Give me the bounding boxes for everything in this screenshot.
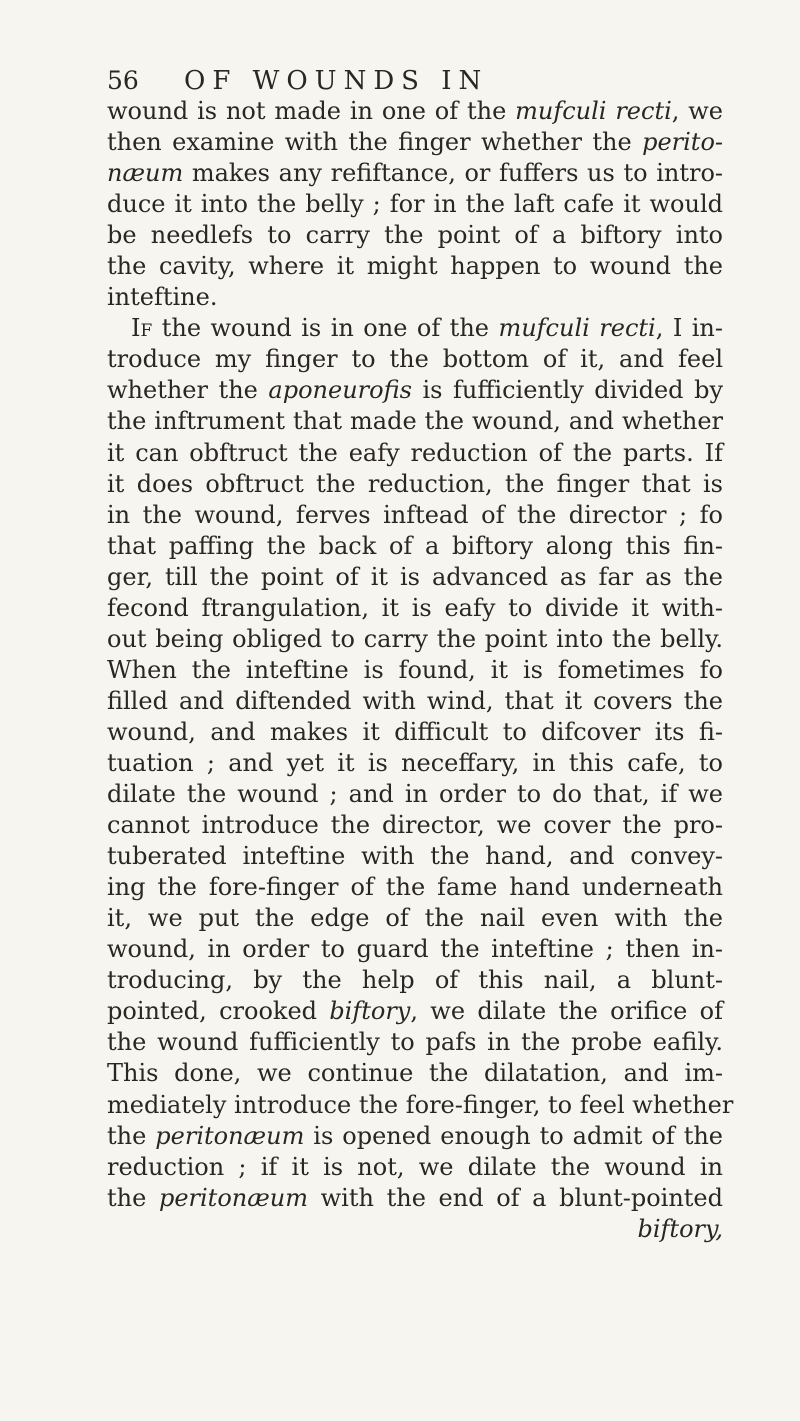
- text-line: whether the aponeurofis is fufficiently divided by: [107, 376, 724, 405]
- text-line: fecond ftrangulation, it is eafy to divide it with-: [107, 593, 723, 622]
- text-line: When the inteftine is found, it is fometimes fo: [107, 655, 723, 684]
- text-line: dilate the wound ; and in order to do that, if we: [107, 780, 723, 809]
- text-line: This done, we continue the dilatation, and im-: [107, 1059, 723, 1088]
- text-line: ing the fore-finger of the fame hand underneath: [107, 873, 723, 902]
- text-line: out being obliged to carry the point into the belly.: [107, 624, 723, 653]
- catchword: biftory,: [637, 1214, 723, 1243]
- text-line: the inftrument that made the wound, and whether: [107, 407, 723, 436]
- text-line: be needlefs to carry the point of a biftory into: [107, 221, 723, 250]
- running-head: OF WOUNDS IN: [184, 66, 489, 96]
- text-line: in the wound, ferves inftead of the director ; fo: [107, 500, 723, 529]
- text-line: filled and diftended with wind, that it covers the: [107, 686, 723, 715]
- page-header: [107, 60, 727, 100]
- text-line: it, we put the edge of the nail even with the: [107, 904, 723, 933]
- text-line: mediately introduce the fore-finger, to feel whether: [107, 1090, 734, 1119]
- text-line: the wound fufficiently to pafs in the probe eafily.: [107, 1028, 723, 1057]
- text-line: that paffing the back of a biftory along this fin-: [107, 531, 723, 560]
- text-line: it can obftruct the eafy reduction of the parts. If: [107, 438, 723, 467]
- text-line: pointed, crooked biftory, we dilate the orifice of: [107, 997, 723, 1026]
- text-line: næum makes any refiftance, or fuffers us to intro-: [107, 159, 723, 188]
- text-line: troduce my finger to the bottom of it, and feel: [107, 345, 723, 374]
- body-text: [107, 96, 734, 1245]
- text-line: duce it into the belly ; for in the laft cafe it would: [107, 190, 723, 219]
- text-line: tuation ; and yet it is neceffary, in this cafe, to: [107, 748, 723, 777]
- text-line: inteftine.: [107, 283, 218, 312]
- text-line: reduction ; if it is not, we dilate the wound in: [107, 1152, 723, 1181]
- text-line: the peritonæum with the end of a blunt-pointed: [107, 1183, 723, 1212]
- text-line: wound is not made in one of the mufculi recti, we: [107, 97, 723, 125]
- text-line: troducing, by the help of this nail, a blunt-: [107, 966, 723, 995]
- text-line: tuberated inteftine with the hand, and convey-: [107, 842, 723, 871]
- text-line: then examine with the finger whether the perito-: [107, 128, 723, 157]
- text-line: cannot introduce the director, we cover the pro-: [107, 811, 723, 840]
- text-line: wound, and makes it difficult to difcover its fi-: [107, 717, 723, 746]
- page-number: 56: [107, 66, 139, 95]
- text-line: the peritonæum is opened enough to admit of the: [107, 1121, 723, 1150]
- text-line: ger, till the point of it is advanced as far as the: [107, 562, 723, 591]
- text-line: the cavity, where it might happen to wound the: [107, 252, 723, 281]
- paragraph-start-line: If the wound is in one of the mufculi recti, I in-: [131, 314, 724, 343]
- text-line: it does obftruct the reduction, the finger that is: [107, 469, 723, 498]
- text-line: wound, in order to guard the inteftine ; then in-: [107, 935, 723, 964]
